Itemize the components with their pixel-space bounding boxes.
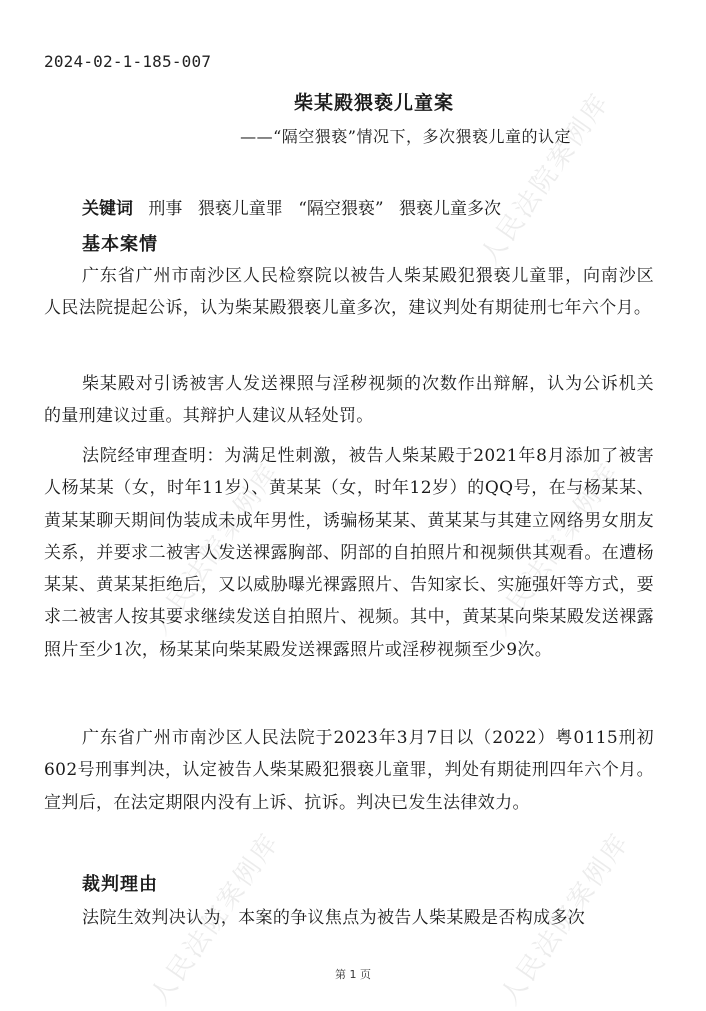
watermark: 人民法院案例库 — [144, 457, 286, 641]
section-heading-reasoning: 裁判理由 — [82, 874, 158, 895]
section-heading-basic-facts: 基本案情 — [82, 234, 158, 255]
case-number: 2024-02-1-185-007 — [44, 52, 212, 71]
keywords-line — [82, 194, 501, 219]
paragraph: 广东省广州市南沙区人民法院于2023年3月7日以（2022）粤0115刑初602号刑事判决，认定被告人柴某殿犯猥亵儿童罪，判处有期徒刑四年六个月。宣判后，在法定期限内没有上诉、抗诉。判决已发生法律效力。 — [44, 728, 654, 813]
paragraph: 法院生效判决认为，本案的争议焦点为被告人柴某殿是否构成多次 — [82, 908, 586, 928]
paragraph: 广东省广州市南沙区人民检察院以被告人柴某殿犯猥亵儿童罪，向南沙区人民法院提起公诉，认为柴某殿猥亵儿童多次，建议判处有期徒刑七年六个月。 — [44, 266, 654, 319]
watermark: 人民法院案例库 — [144, 827, 286, 1011]
paragraph: 柴某殿对引诱被害人发送裸照与淫秽视频的次数作出辩解，认为公诉机关的量刑建议过重。其辩护人建议从轻处罚。 — [44, 374, 654, 427]
watermark: 人民法院案例库 — [484, 457, 626, 641]
keyword-item: 猥亵儿童罪 — [197, 199, 283, 219]
keyword-item: 猥亵儿童多次 — [399, 199, 502, 219]
keyword-item: 刑事 — [148, 199, 183, 219]
page-subtitle: ——“隔空猥亵”情况下，多次猥亵儿童的认定 — [240, 127, 571, 146]
page-number: 第 1 页 — [335, 968, 371, 981]
keyword-item: “隔空猥亵” — [298, 199, 384, 219]
watermark: 人民法院案例库 — [474, 87, 616, 271]
paragraph: 法院经审理查明：为满足性刺激，被告人柴某殿于2021年8月添加了被害人杨某某（女，时年11岁）、黄某某（女，时年12岁）的QQ号，在与杨某某、黄某某聊天期间伪装成未成年男性，诱骗杨某某、黄某某与其建立网络男女朋友关系，并要求二被害人发送裸露胸部、阴部的自拍照片和视频供其观看。在遭杨某某、黄某某拒绝后，又以威胁曝光裸露照片、告知家长、实施强奸等方式，要求二被害人按其要求继续发送自拍照片、视频。其中，黄某某向柴某殿发送裸露照片至少1次，杨某某向柴某殿发送裸露照片或淫秽视频至少9次。 — [44, 446, 654, 660]
page-title: 柴某殿猥亵儿童案 — [293, 92, 454, 114]
keywords-label: 关键词 — [82, 199, 133, 219]
watermark: 人民法院案例库 — [494, 827, 636, 1011]
